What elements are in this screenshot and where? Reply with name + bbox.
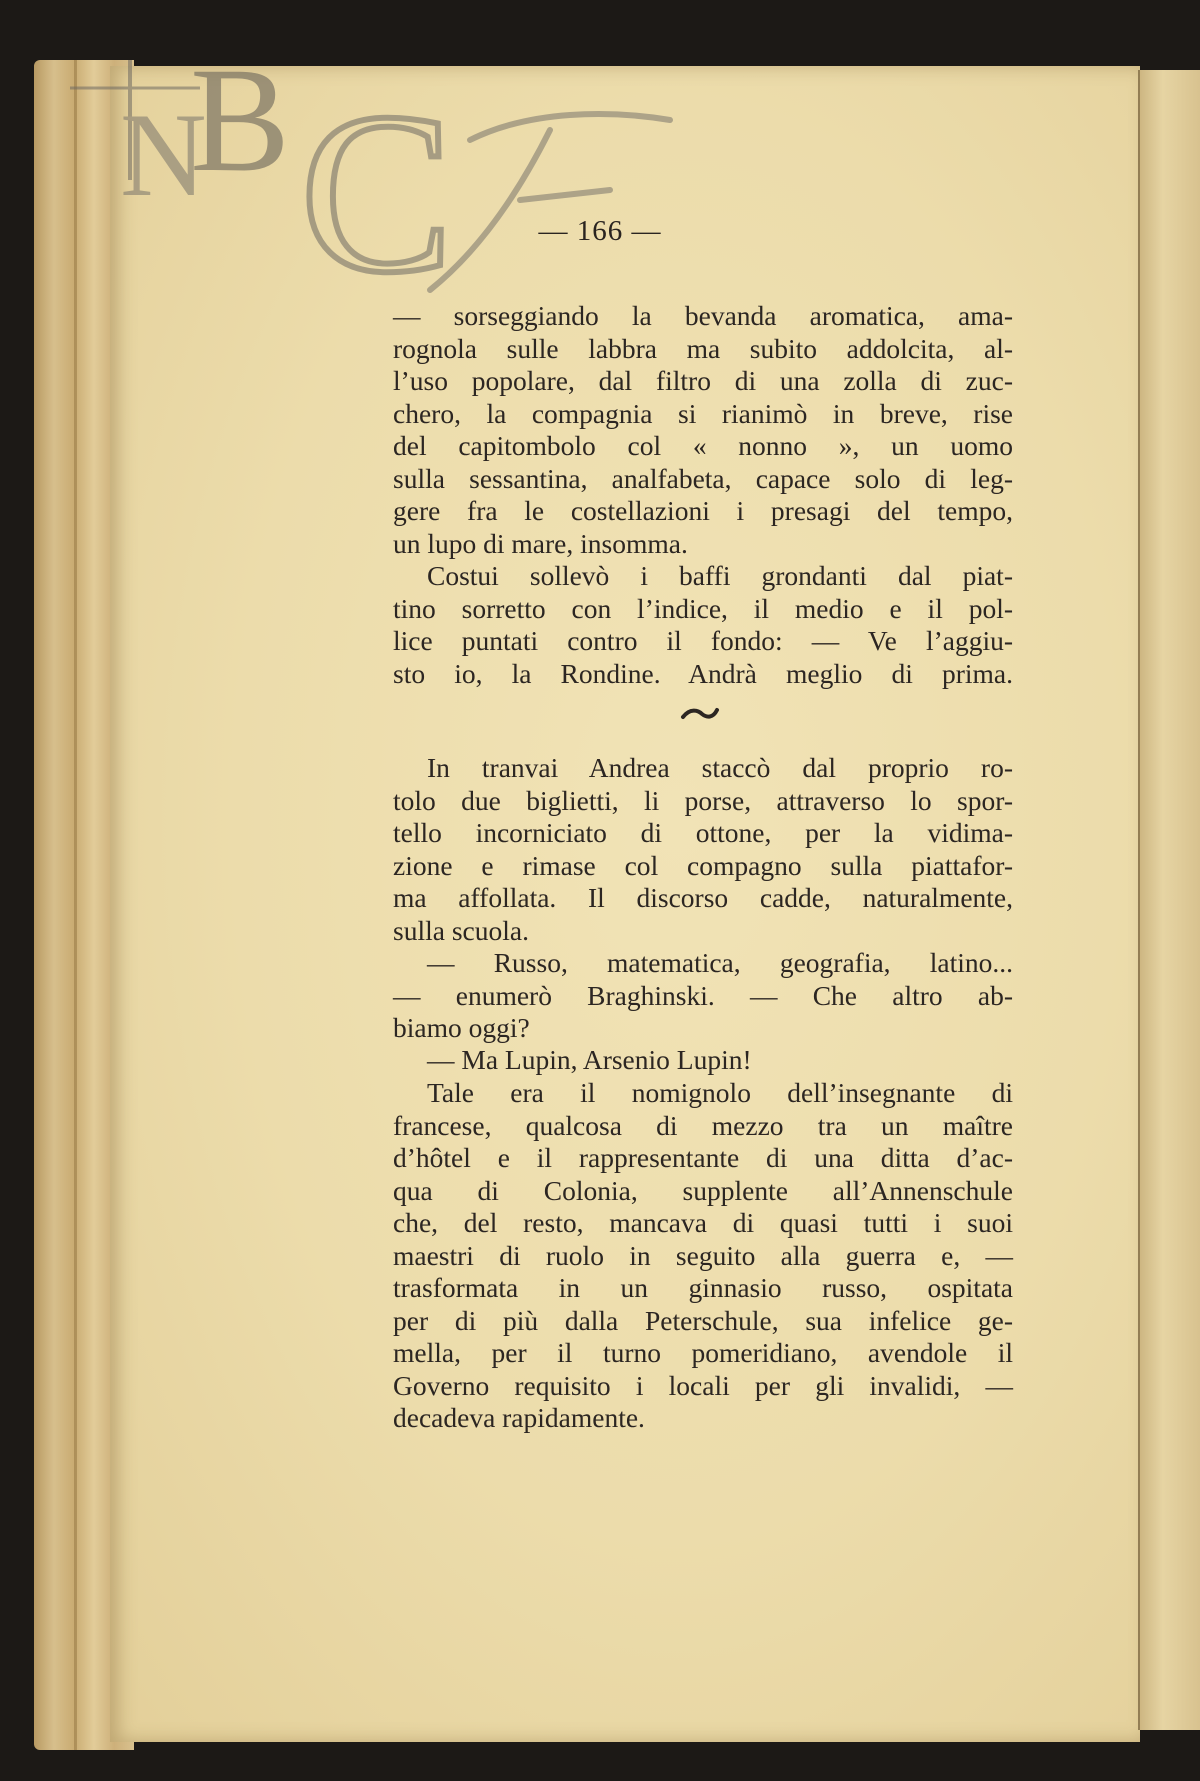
text-line: — Russo, matematica, geografia, latino... xyxy=(427,947,1013,978)
text-line: maestri di ruolo in seguito alla guerra e, — xyxy=(393,1239,1013,1271)
library-watermark-logo xyxy=(50,20,690,320)
watermark-letter-c: C xyxy=(300,65,454,320)
text-line: l’uso popolare, dal filtro di una zolla di zuc- xyxy=(393,365,1013,396)
text-line: rognola sulle labbra ma subito addolcita, al- xyxy=(393,332,1013,364)
paragraph-6 xyxy=(393,1077,1013,1435)
text-line: — Ma Lupin, Arsenio Lupin! xyxy=(427,1044,752,1075)
text-line: tino sorretto con l’indice, il medio e il pol- xyxy=(393,592,1013,624)
paragraph-5 xyxy=(393,1044,1013,1077)
watermark-letter-b: B xyxy=(190,37,291,203)
section-break-ornament xyxy=(680,704,720,724)
text-line: per di più dalla Peterschule, sua infelice ge- xyxy=(393,1304,1013,1336)
text-line: tolo due biglietti, li porse, attraverso lo spor- xyxy=(393,784,1013,816)
paragraph-3 xyxy=(393,752,1013,947)
text-line: — sorseggiando la bevanda aromatica, ama- xyxy=(393,300,1013,331)
text-line: francese, qualcosa di mezzo tra un maître xyxy=(393,1109,1013,1141)
text-line: mella, per il turno pomeridiano, avendole il xyxy=(393,1337,1013,1368)
text-line: gere fra le costellazioni i presagi del tempo, xyxy=(393,495,1013,526)
text-line: che, del resto, mancava di quasi tutti i suoi xyxy=(393,1207,1013,1238)
text-line: d’hôtel e il rappresentante di una ditta d’ac- xyxy=(393,1142,1013,1173)
page-number: — 166 — xyxy=(538,215,662,247)
text-line: trasformata in un ginnasio russo, ospitata xyxy=(393,1272,1013,1303)
text-line: Costui sollevò i baffi grondanti dal piat- xyxy=(427,560,1013,591)
watermark-letter-n: N xyxy=(120,88,207,221)
text-line: sulla scuola. xyxy=(393,914,529,946)
text-line: qua di Colonia, supplente all’Annenschule xyxy=(393,1174,1013,1206)
text-line: decadeva rapidamente. xyxy=(393,1402,645,1433)
text-line: chero, la compagnia si rianimò in breve, rise xyxy=(393,397,1013,429)
next-page-edge xyxy=(1138,70,1200,1730)
text-line: In tranvai Andrea staccò dal proprio ro- xyxy=(427,752,1013,783)
text-line: sto io, la Rondine. Andrà meglio di prima. xyxy=(393,657,1013,689)
spine-line xyxy=(1138,70,1140,1730)
text-line: Governo requisito i locali per gli invalidi, — xyxy=(393,1369,1013,1401)
text-line: ma affollata. Il discorso cadde, naturalmente, xyxy=(393,882,1013,913)
text-line: lice puntati contro il fondo: — Ve l’aggiu- xyxy=(393,625,1013,656)
paragraph-1 xyxy=(393,300,1013,560)
text-line: tello incorniciato di ottone, per la vidima- xyxy=(393,817,1013,848)
text-line: — enumerò Braghinski. — Che altro ab- xyxy=(393,979,1013,1011)
text-line: Tale era il nomignolo dell’insegnante di xyxy=(427,1077,1013,1108)
text-line: del capitombolo col « nonno », un uomo xyxy=(393,430,1013,461)
paragraph-2 xyxy=(393,560,1013,690)
paragraph-4 xyxy=(393,947,1013,1045)
text-line: un lupo di mare, insomma. xyxy=(393,527,688,559)
text-line: biamo oggi? xyxy=(393,1012,530,1043)
text-line: zione e rimase col compagno sulla piattafor- xyxy=(393,849,1013,881)
text-line: sulla sessantina, analfabeta, capace solo di leg- xyxy=(393,462,1013,494)
